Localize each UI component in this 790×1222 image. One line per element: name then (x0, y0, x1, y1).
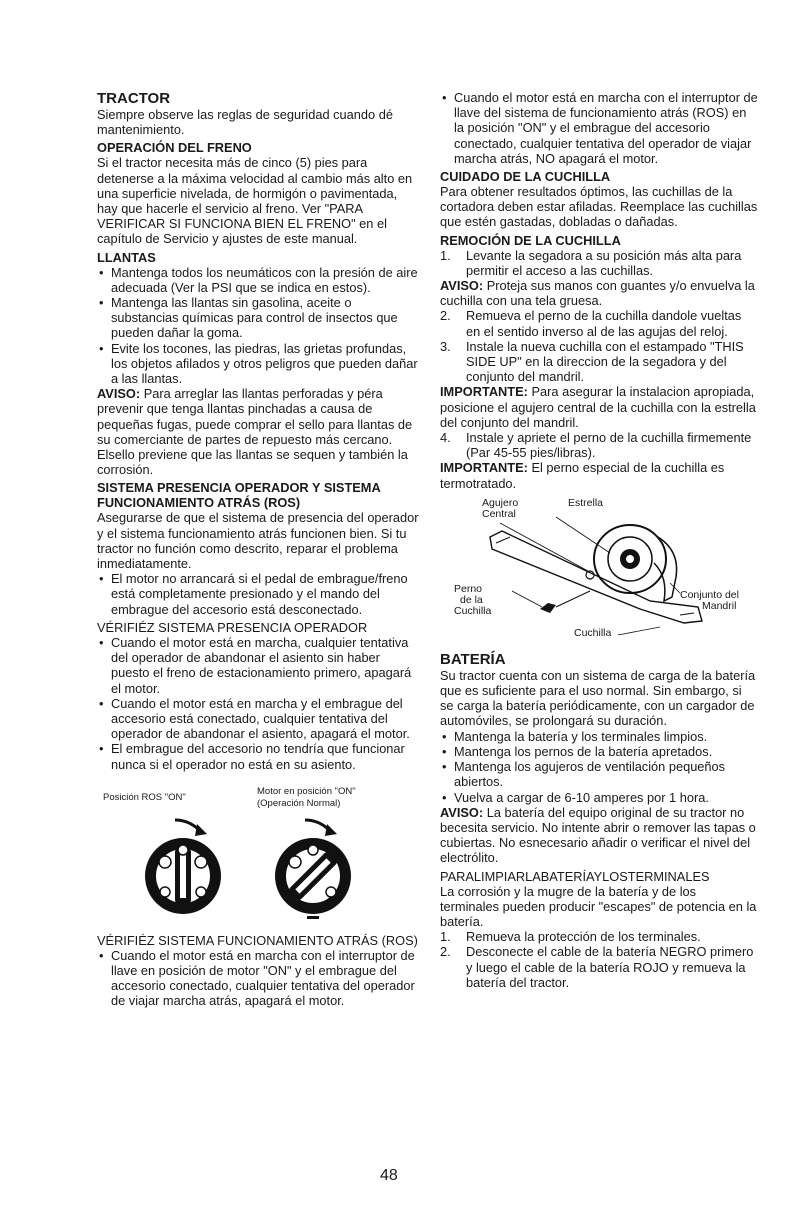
label-central-hole-2: Central (482, 507, 516, 520)
verify-ros-heading: VÉRIFIÉZ SISTEMA FUNCIONAMIENTO ATRÁS (ROS) (97, 932, 418, 948)
battery-heading: BATERÍA (440, 650, 506, 668)
operator-system-paragraph: Asegurarse de que el sistema de presencia del operador y el sistema funcionamiento atrás funcionen bien. Si tu tractor no función como descrito, reparar el problema inmediatamente. (97, 510, 419, 572)
step-number: 3. (440, 338, 451, 354)
page-number: 48 (380, 1167, 398, 1184)
list-item: • Mantenga los agujeros de ventilación pequeños abiertos. (440, 759, 758, 789)
blade-removal-steps-cont (440, 308, 758, 384)
list-item (440, 430, 758, 460)
step-text: Instale y apriete el perno de la cuchilla firmemente (Par 45-55 pies/libras). (466, 430, 752, 461)
list-item: • Cuando el motor está en marcha con el interruptor de llave del sistema de funcionamiento atrás (ROS) en la posición "ON" y el embrague del accesorio conectado, cualquier tentativa del operador de viajar marcha atrás, NO apagará el motor. (440, 90, 758, 166)
list-item: • El embrague del accesorio no tendría que funcionar nunca si el operador no está en su asiento. (97, 741, 420, 771)
blade-removal-heading: REMOCIÓN DE LA CUCHILLA (440, 232, 621, 248)
tractor-paragraph: Siempre observe las reglas de seguridad cuando dé mantenimiento. (97, 107, 393, 138)
list-item: • Cuando el motor está en marcha, cualquier tentativa del operador de abandonar el asiento sin haber puesto el freno de estacionamiento primero, apagará el motor. (97, 635, 420, 696)
ros-key-switch-icon (137, 814, 229, 918)
notice-label: AVISO: (97, 386, 141, 402)
list-item (440, 308, 758, 338)
ros-list (440, 90, 758, 166)
label-spindle-1: Conjunto del (680, 588, 739, 601)
list-item (440, 929, 758, 944)
list-item (440, 339, 758, 385)
list-item: • El motor no arrancará si el pedal de embrague/freno está completamente presionado y el mando del embrague del accesorio está desconectado. (97, 571, 420, 617)
label-blade: Cuchilla (574, 626, 612, 639)
notice-label: AVISO: (440, 804, 484, 820)
tractor-heading: TRACTOR (97, 90, 171, 107)
glove-notice (440, 278, 758, 308)
battery-cleaning-heading: PARALIMPIARLABATERÍAYLOSTERMINALES (440, 868, 710, 884)
verify-ros-list (97, 948, 420, 1009)
left-column (97, 90, 420, 1009)
notice-text: Proteja sus manos con guantes y/o envuelva la cuchilla con una tela gruesa. (440, 278, 755, 309)
step-text: Instale la nueva cuchilla con el estampado "THIS SIDE UP" en la direccion de la segadora y del conjunto del mandril. (466, 338, 744, 385)
tires-list (97, 265, 420, 387)
tires-heading: LLANTAS (97, 249, 156, 265)
list-item: • Cuando el motor está en marcha con el interruptor de llave en posición de motor "ON" y el embrague del accesorio conectado, cualquier tentativa del operador de viajar marcha atrás, apagará el motor. (97, 948, 420, 1009)
important-text: Para asegurar la instalacion apropiada, posicione el agujero central de la cuchilla con la estrella del conjunto del mandril. (440, 384, 756, 430)
blade-care-heading: CUIDADO DE LA CUCHILLA (440, 169, 611, 185)
list-item: • Cuando el motor está en marcha y el embrague del accesorio está conectado, cualquier tentativa del operador de abandonar el asiento, apagará el motor. (97, 696, 420, 742)
label-central-hole-1: Agujero (482, 496, 519, 509)
operator-system-heading: SISTEMA PRESENCIA OPERADOR Y SISTEMA FUNCIONAMIENTO ATRÁS (ROS) (97, 480, 381, 511)
engine-key-switch-icon (267, 814, 359, 924)
list-item: • Evite los tocones, las piedras, las grietas profundas, los objetos afilados y otros peligros que pueden dañar a las llantas. (97, 341, 420, 387)
brake-heading: OPERACIÓN DEL FRENO (97, 140, 252, 156)
step-number: 4. (440, 430, 451, 446)
important-notice-2 (440, 460, 758, 490)
battery-cleaning-paragraph: La corrosión y la mugre de la batería y de los terminales pueden producir "escapes" de potencia en la batería. (440, 883, 757, 929)
important-notice-1 (440, 384, 758, 430)
step-number: 1. (440, 247, 451, 263)
verify-operator-list (97, 635, 420, 772)
caption-engine-on: Motor en posición "ON" (257, 785, 356, 797)
list-item (440, 248, 758, 278)
list-item: • Mantenga la batería y los terminales limpios. (440, 729, 758, 744)
list-item: • Mantenga las llantas sin gasolina, aceite o substancias químicas para control de insectos que pueden dañar la goma. (97, 295, 420, 341)
verify-operator-heading: VÉRIFIÉZ SISTEMA PRESENCIA OPERADOR (97, 619, 368, 635)
label-blade-bolt-1: Perno (454, 582, 483, 595)
blade-removal-steps-final (440, 430, 758, 460)
important-label: IMPORTANTE: (440, 384, 528, 400)
step-number: 1. (440, 929, 451, 945)
tire-notice (97, 386, 420, 477)
brake-paragraph: Si el tractor necesita más de cinco (5) pies para detenerse a la máxima velocidad al cambio más alto en una superficie nivelada, de hormigón o pavimentada, hay que hacerle el servicio al freno. Ver "PARA VERIFICAR SI FUNCIONA BIEN EL FRENO" en el capítulo de Servicio y ajustes de este manual. (97, 155, 413, 247)
step-text: Remueva el perno de la cuchilla dandole vueltas en el sentido inverso al de las agujas del reloj. (466, 308, 742, 339)
caption-ros-on: Posición ROS "ON" (103, 791, 186, 803)
battery-paragraph: Su tractor cuenta con un sistema de carga de la batería que es suficiente para el uso normal. Sin embargo, si se carga la batería periódicamente, con un cargador de automóviles, se prolongará su duración. (440, 667, 756, 729)
step-number: 2. (440, 308, 451, 324)
ignition-switch-figure (97, 780, 420, 930)
important-text: El perno especial de la cuchilla es termotratado. (440, 460, 725, 491)
battery-notice (440, 805, 758, 866)
notice-label: AVISO: (440, 278, 484, 294)
battery-cleaning-steps (440, 929, 758, 990)
blade-assembly-figure (440, 497, 758, 647)
step-number: 2. (440, 944, 451, 960)
label-blade-bolt-3: Cuchilla (454, 604, 492, 617)
step-text: Desconecte el cable de la batería NEGRO primero y luego el cable de la batería ROJO y remueva la batería del tractor. (466, 944, 754, 990)
right-column (440, 90, 758, 990)
battery-list (440, 729, 758, 805)
blade-care-paragraph: Para obtener resultados óptimos, las cuchillas de la cortadora deben estar afiladas. Reemplace las cuchillas que estén gastadas, dobladas o dañadas. (440, 184, 758, 230)
notice-text: Para arreglar las llantas perforadas y péra prevenir que tenga llantas pinchadas a causa de pequeñas fugas, puede comprar el sello para llantas de su comerciante de partes de repuesto más cercano. Elsello previene que las llantas se sequen y también la corrosión. (97, 386, 413, 478)
label-blade-bolt-2: de la (460, 593, 483, 606)
list-item: • Vuelva a cargar de 6-10 amperes por 1 hora. (440, 790, 758, 805)
label-spindle-2: Mandril (702, 599, 737, 612)
list-item: • Mantenga los pernos de la batería apretados. (440, 744, 758, 759)
list-item (440, 944, 758, 990)
label-star: Estrella (568, 496, 604, 509)
step-text: Remueva la protección de los terminales. (466, 929, 701, 945)
step-text: Levante la segadora a su posición más alta para permitir el acceso a las cuchillas. (466, 247, 742, 278)
operator-system-list (97, 571, 420, 617)
blade-removal-steps (440, 248, 758, 278)
list-item: • Mantenga todos los neumáticos con la presión de aire adecuada (Ver la PSI que se indica en estos). (97, 265, 420, 295)
caption-normal-operation: (Operación Normal) (257, 797, 341, 809)
notice-text: La batería del equipo original de su tractor no becesita servicio. No intente abrir o remover las tapas o cubiertas. No esnecesario añadir o verificar el nivel del electrólito. (440, 804, 756, 866)
important-label: IMPORTANTE: (440, 460, 528, 476)
